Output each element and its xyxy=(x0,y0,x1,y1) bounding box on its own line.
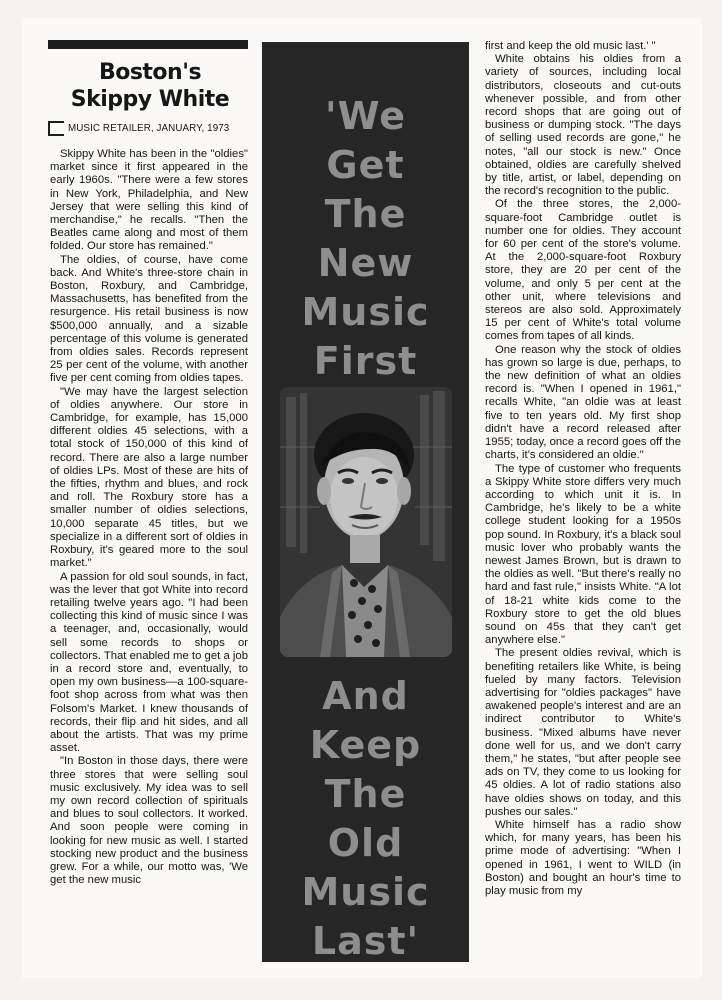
pull-quote-word: Last' xyxy=(311,919,420,963)
pull-quote-word: Music xyxy=(301,870,430,914)
headline xyxy=(48,59,252,113)
byline-row xyxy=(48,121,252,136)
headline-line-2: Skippy White xyxy=(70,87,230,112)
left-column-text xyxy=(50,148,248,887)
byline: MUSIC RETAILER, JANUARY, 1973 xyxy=(68,123,230,134)
pull-quote-word: The xyxy=(324,772,407,816)
paragraph: The oldies, of course, have come back. And White's three-store chain in Boston, Roxbury, and Cambridge, Massachusetts, has benefited from the resurgence. His retail business is now $500,000 annually, and a sizable percentage of this volume is generated from oldies sales. Records represent 25 per cent of the volume, with another five per cent coming from oldies tapes. xyxy=(50,253,248,385)
paragraph: Skippy White has been in the "oldies" market since it first appeared in the early 1960s. "There were a few stores in New York, Philadelphia, and New Jersey that were selling this kind of merchandise," he recalls. "Then the Beatles came along and most of them folded. Our store has remained." xyxy=(50,148,248,253)
paragraph: White obtains his oldies from a variety of sources, including local distributors, closeouts and cut-outs whenever possible, and from other record shops that are going out of business or dumping stock. "The days of selling used records are gone," he notes, "all our stock is new." Once obtained, oldies are carefully shelved by title, artist, or label, depending on the record's recognition to the public. xyxy=(485,53,681,198)
header-rule xyxy=(48,40,248,49)
paragraph: White himself has a radio show which, for many years, has been his prime mode of advertising: "When I opened in 1961, I went to WILD (in Boston) and bought an hour's time to play music from my xyxy=(485,818,681,897)
pull-quote-word: Get xyxy=(326,143,405,187)
paragraph: One reason why the stock of oldies has grown so large is due, perhaps, to the new definition of what an oldies record is. "When I opened in 1961," recalls White, "an oldie was at least five to ten years old. My first shop didn't have a record released after 1955; today, once a record goes off the charts, it's considered an oldie." xyxy=(485,343,681,462)
pull-quote-word: And xyxy=(322,674,409,718)
headline-line-1: Boston's xyxy=(98,60,202,85)
right-column-text xyxy=(485,40,681,898)
paragraph: first and keep the old music last.' " xyxy=(485,40,656,52)
paragraph: The present oldies revival, which is benefiting retailers like White, is being fueled by many factors. Television advertising for "oldies packages" have awakened people's interest and are an indirect contributor to White's business. "Mixed albums have never done well for us, and we don't carry them," he states, "but after people see ads on TV, they come to us looking for 45 oldies. A lot of radio stations also have oldies shows on today, and this pushes our sales." xyxy=(485,647,681,818)
pull-quote-word: The xyxy=(324,192,407,236)
pull-quote-word: First xyxy=(313,339,418,383)
paragraph: "In Boston in those days, there were three stores that were selling soul music exclusively. My idea was to sell my own record collection of spirituals and blues to soul collectors. It worked. And soon people were coming in looking for new music as well. I started stocking new product and the business grew. For a while, our motto was, 'We get the new music xyxy=(50,755,248,887)
pull-quote-top xyxy=(262,92,469,386)
pull-quote-banner xyxy=(262,42,469,962)
paragraph: "We may have the largest selection of oldies anywhere. Our store in Cambridge, for example, has 15,000 different oldies 45 selections, with a total stock of 150,000 of this kind of record. There are also a large number of oldies LPs. Most of these are hits of the fifties, rhythm and blues, and rock and roll. The Roxbury store has a smaller number of oldies selections, 10,000 separate 45 titles, but we specialize in a different sort of oldies in Roxbury, it's geared more to the soul market." xyxy=(50,385,248,570)
pull-quote-word: Keep xyxy=(309,723,422,767)
byline-bracket-icon xyxy=(48,121,64,136)
portrait-illustration xyxy=(280,387,452,657)
pull-quote-word: Music xyxy=(301,290,430,334)
pull-quote-word: Old xyxy=(327,821,404,865)
article-header xyxy=(40,40,252,136)
pull-quote-word: New xyxy=(317,241,414,285)
paragraph: Of the three stores, the 2,000-square-foot Cambridge outlet is number one for oldies. They account for 60 per cent of the store's volume. At the 2,000-square-foot Roxbury store, they are 20 per cent of the volume, and only 5 per cent at the other unit, where televisions and stereos are also sold. Approximately 15 per cent of White's total volume comes from tapes of all kinds. xyxy=(485,198,681,343)
pull-quote-word: 'We xyxy=(325,94,406,138)
pull-quote-bottom xyxy=(262,672,469,966)
portrait-photo xyxy=(280,387,452,657)
paragraph: A passion for old soul sounds, in fact, was the lever that got White into record retailing twelve years ago. "I had been collecting this kind of music since I was a teenager, and, occasionally, would sell some records to shops or collectors. That enabled me to get a job in a record store and, eventually, to open my own business—a 100-square-foot shop across from what was then Folsom's Market. I knew thousands of records, their flip and hit sides, and all about the artists. That was my prime asset. xyxy=(50,570,248,755)
paragraph: The type of customer who frequents a Skippy White store differs very much according to which unit it is. In Cambridge, he's likely to be a white college student looking for a 1950s pop sound. In Roxbury, it's a black soul music lover who probably wants the newest James Brown, but is drawn to the oldies as well. "But there's really no hard and fast rule," insists White. "A lot of 18-21 white kids come to the Roxbury store to get the old blues sound on 45s that they can't get anywhere else." xyxy=(485,462,681,647)
